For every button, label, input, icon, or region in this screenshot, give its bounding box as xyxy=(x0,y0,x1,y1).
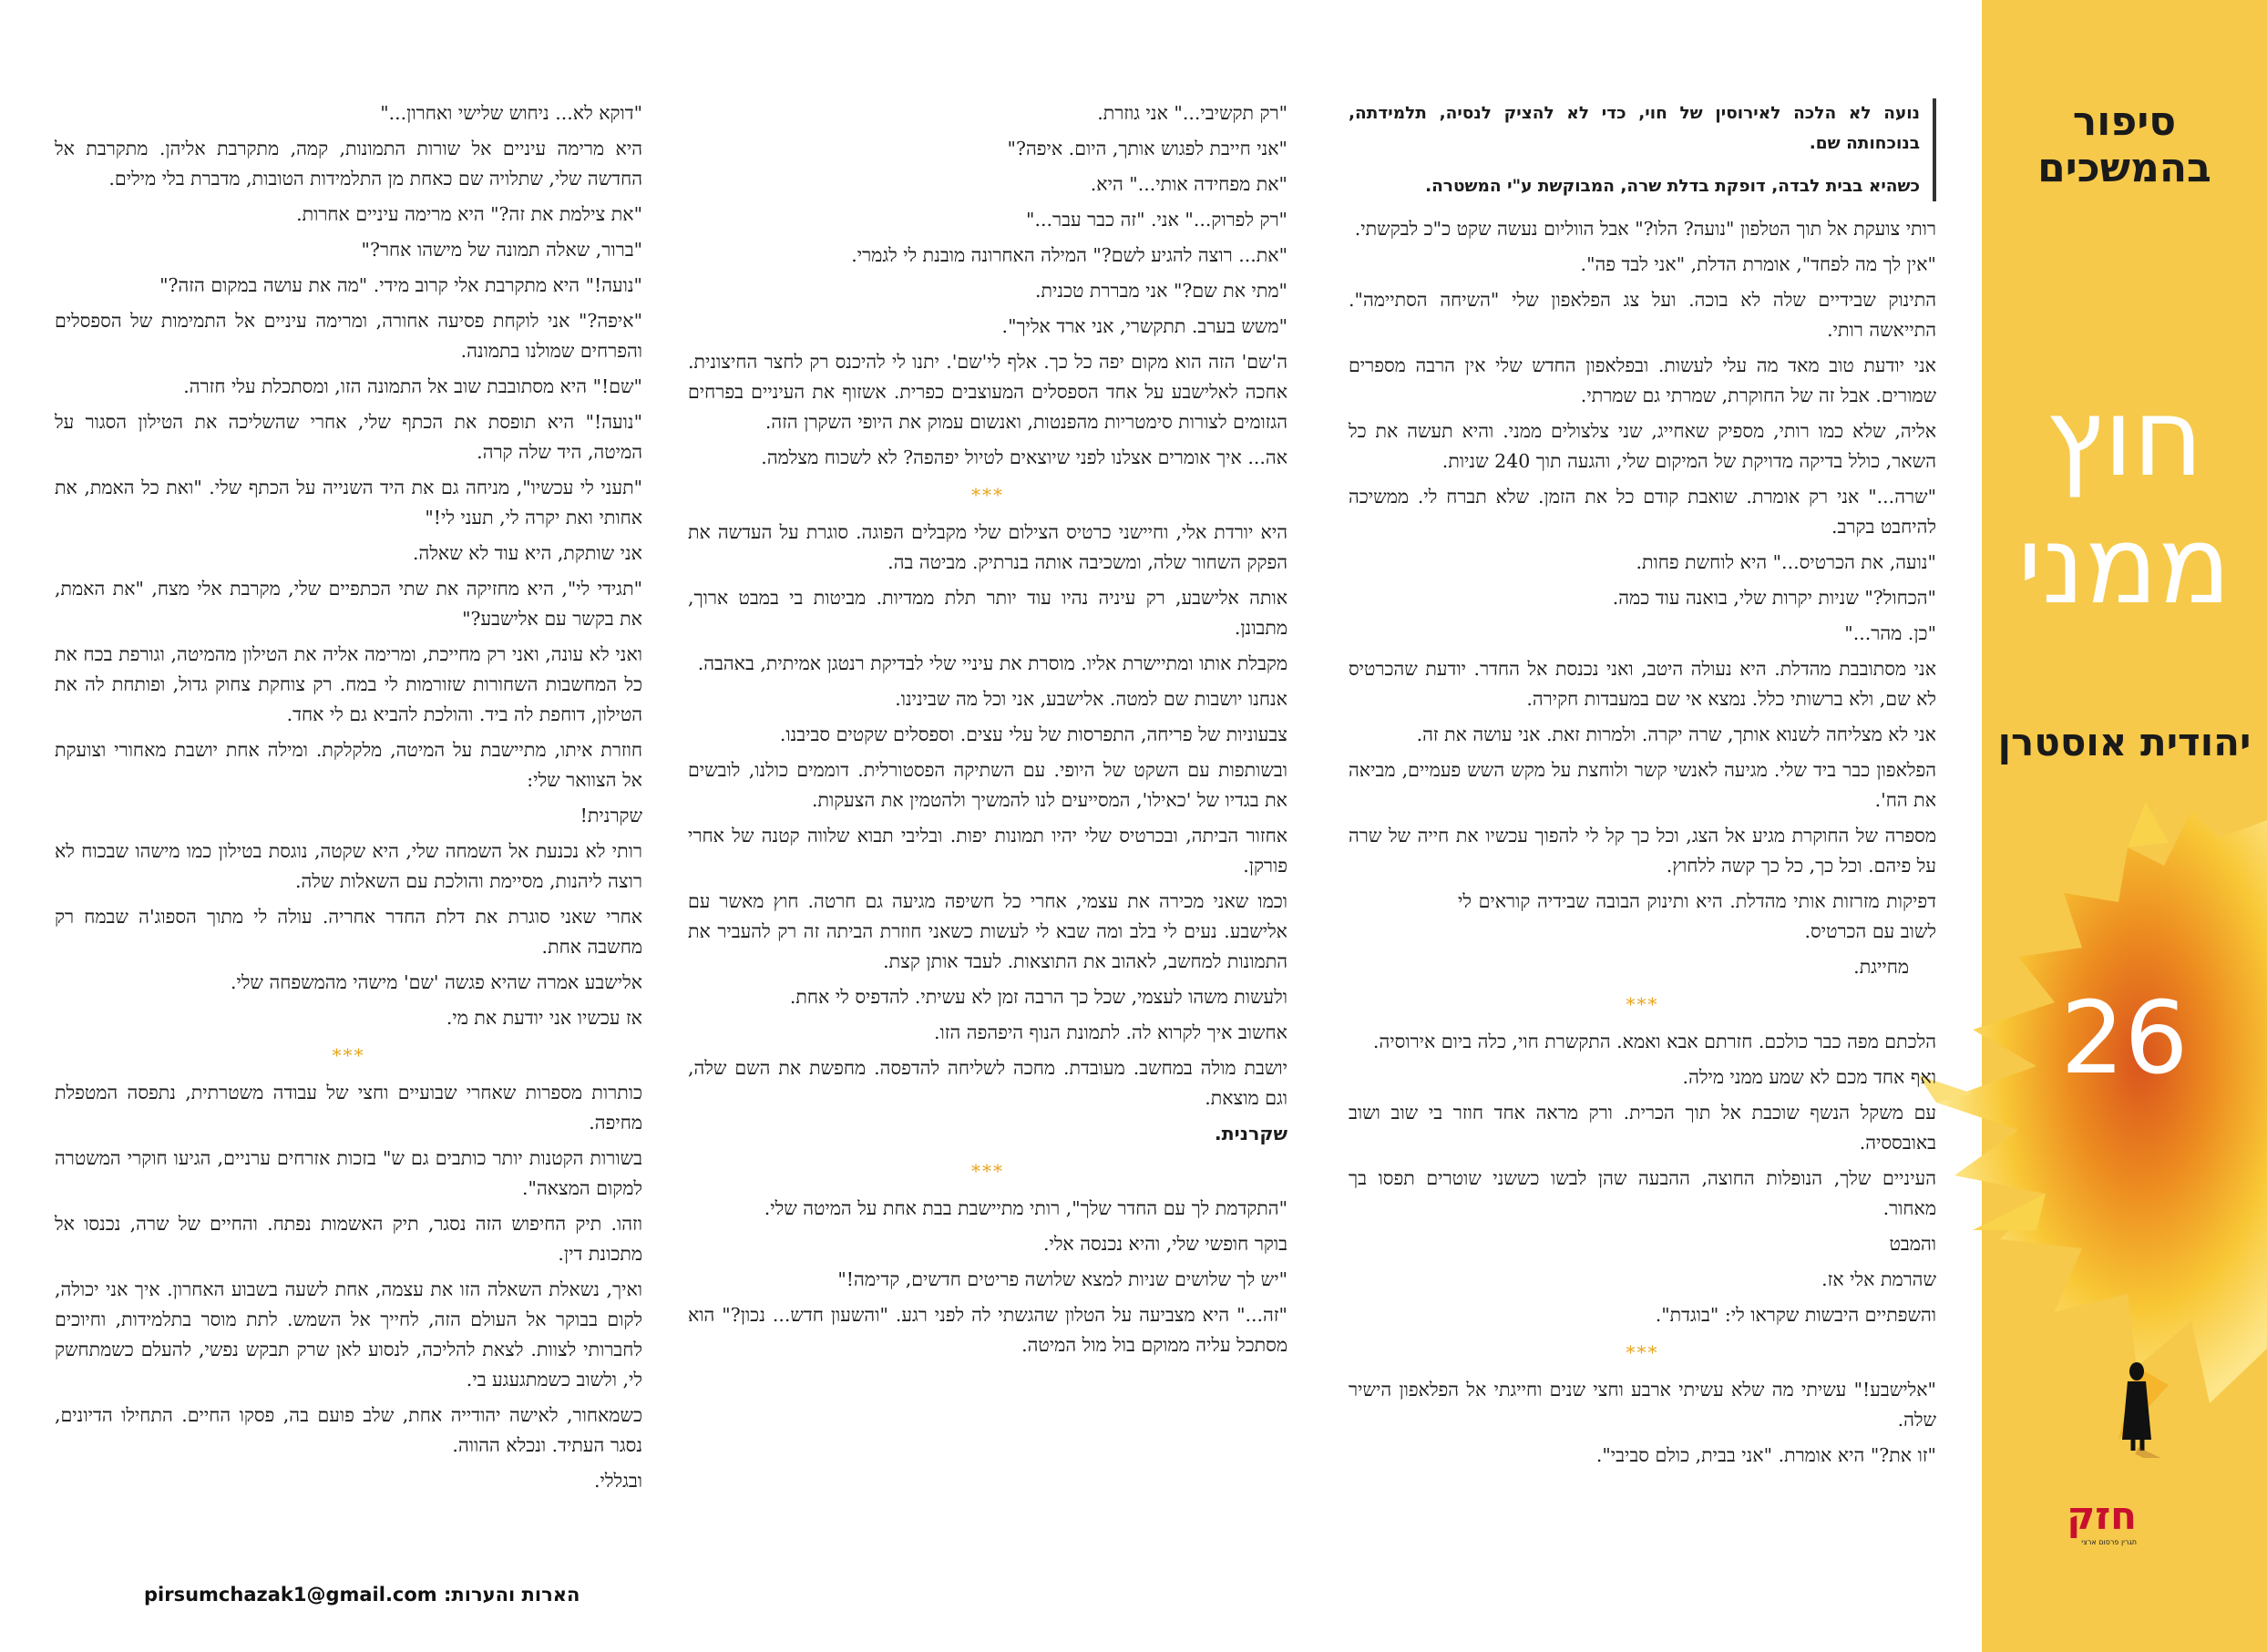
text-column-2 xyxy=(688,98,1287,1366)
paragraph: "אלישבע!" עשיתי מה שלא עשיתי ארבע וחצי שנים וחייגתי אל הפלאפון הישיר שלה. xyxy=(1349,1379,1936,1431)
previous-summary xyxy=(1349,98,1936,201)
paragraph: בוקר חופשי שלי, והיא נכנסה אלי. xyxy=(1042,1233,1287,1255)
story-title-line2: ממני xyxy=(2017,502,2231,628)
paragraph: אה... איך אומרים אצלנו לפני שיוצאים לטיול יפהפה? לא לשכוח מצלמה. xyxy=(761,446,1287,468)
paragraph: ואיך, נשאלת השאלה הזו את עצמה, אחת לשעה בשבוע האחרון. איך אני יכולה, לקום בבוקר אל העולם הזה, לחייך אל השמש. לתת מוסר בתלמידות, וחיוכים לחברותי לצוות. לצאת להליכה, לנסוע לאן שרק תבקש נפשי, להעלם כשמתחשק לי, ולשוב כשמתגעגע בי. xyxy=(55,1278,642,1390)
paragraph: מקבלת אותו ומתיישרת אליו. מוסרת את עיניי שלי לבדיקת רנטגן אמיתית, באהבה. xyxy=(697,652,1287,674)
paragraph: "נועה!" היא תופסת את הכתף שלי, אחרי שהשליכה את הטילון הסגור על המיטה, היד שלה קרה. xyxy=(55,411,642,463)
paragraph: "דוקא לא... ניחוש שלישי ואחרון..." xyxy=(380,102,642,124)
paragraph: אני מסתובבת מהדלת. היא נעולה היטב, ואני נכנסת אל החדר. יודעת שהכרטיס לא שם, ולא ברשותי כלל. נמצא אי שם במעבדות חקירה. xyxy=(1349,658,1936,710)
paragraph: "הכחול?" שניות יקרות שלי, בואנה עוד כמה. xyxy=(1612,587,1936,609)
paragraph: "רק תקשיבי..." אני גוזרת. xyxy=(1097,102,1287,124)
paragraph: אלישבע אמרה שהיא פגשה 'שם' מישהי מהמשפחה שלי. xyxy=(230,971,642,993)
torn-paper-illustration xyxy=(1918,802,2267,1458)
paragraph: עם משקל הנשף שוכבת אל תוך הכרית. ורק מראה אחד חוזר בי שוב ושוב באובססיה. xyxy=(1349,1102,1936,1154)
series-label: סיפור בהמשכים xyxy=(2037,98,2211,191)
section-divider: *** xyxy=(332,1044,365,1066)
paragraph: ואף אחד מכם לא שמע ממני מילה. xyxy=(1682,1066,1936,1088)
paragraph: "משש בערב. תתקשרי, אני ארד אליך". xyxy=(1001,315,1287,337)
paragraph: העיניים שלך, הנופלות החוצה, ההבעה שהן לבשו כששני שוטרים תפסו בך מאחור. xyxy=(1349,1167,1936,1219)
paragraph: וזהו. תיק החיפוש הזה נסגר, תיק האשמות נפתח. והחיים של שרה, נכנסו אל מתכונת דין. xyxy=(55,1213,642,1265)
paragraph: בשורות הקטנות יותר כותבים גם ש" בזכות אזרחים ערניים, הגיעו חוקרי המשטרה למקום המצאה". xyxy=(55,1147,642,1199)
section-divider: *** xyxy=(1626,1341,1659,1363)
paragraph: כשמאחור, לאישה יהודייה אחת, שלב פועם בה, פסקו החיים. התחילו הדיונים, נסגר העתיד. ונכלא ההווה. xyxy=(55,1404,642,1456)
paragraph: מספרה של החוקרת מגיע אל הצג, וכל כך קל לי להפוך עכשיו את חייה של שרה על פיהם. וכל כך, כל כך קשה ללחוץ. xyxy=(1349,825,1936,877)
logo-mark: חזק xyxy=(2067,1493,2137,1538)
section-divider: *** xyxy=(971,1160,1004,1182)
closing-word: שקרנית. xyxy=(1214,1123,1287,1144)
paragraph: שהרמת אלי אז. xyxy=(1821,1268,1936,1290)
paragraph: "נועה, את הכרטיס..." היא לוחשת פחות. xyxy=(1636,551,1936,573)
paragraph: ה'שם' הזה הוא מקום יפה כל כך. אלף לי'שם'. יתנו לי להיכנס רק לחצר החיצונית. אחכה לאלישבע על אחד הספסלים המעוצבים כפרית. אשזוף את העיניים בפרחים הגזומים לצורות סימטריות מהפנטות, ואנשום עמוק את היופי השקרן הזה. xyxy=(688,351,1287,433)
paragraph: "רק לפרוק..." אני. "זה כבר עבר..." xyxy=(1026,209,1287,231)
paragraph: אנחנו יושבות שם למטה. אלישבע, אני וכל מה שבינינו. xyxy=(895,688,1287,710)
paragraph: אני יודעת טוב מאד מה עלי לעשות. ובפלאפון החדש שלי אין הרבה מספרים שמורים. אבל זה של החוקרת, שמרתי גם שמרתי. xyxy=(1349,354,1936,406)
paragraph: "תגידי לי", היא מחזיקה את שתי הכתפיים שלי, מקרבת אלי מצח, "את האמת, את בקשר עם אלישבע?" xyxy=(55,578,642,630)
paragraph: "תעני לי עכשיו", מניחה גם את היד השנייה על הכתף שלי. "ואת כל האמת, את אחותי ואת יקרה לי, תעני לי!" xyxy=(55,477,642,528)
publisher-logo xyxy=(2067,1493,2137,1546)
logo-subtitle: תגרין פרסום ארצי xyxy=(2081,1538,2137,1546)
paragraph: "איפה?" אני לוקחת פסיעה אחורה, ומרימה עיניים אל התמימות של הספסלים והפרחים שמולנו בתמונה. xyxy=(55,310,642,362)
paragraph: ובשותפות עם השקט של היופי. עם השתיקה הפסטורלית. דוממים כולנו, לובשים את בגדיו של 'כאילו', המסייעים לנו להמשיך ולהטמין את הצעקות. xyxy=(688,759,1287,811)
paragraph: אני שותקת, היא עוד לא שאלה. xyxy=(413,542,642,564)
author-name: יהודית אוסטרן xyxy=(1997,720,2252,764)
paragraph: "נועה!" היא מתקרבת אלי קרוב מידי. "מה את עושה במקום הזה?" xyxy=(159,274,642,296)
paragraph: היא מרימה עיניים אל שורות התמונות, קמה, מתקרבת אליהן. מתקרבת אל החדשה שלי, שתלויה שם כאחת מן התלמידות הטובות, מדברת בלי מילים. xyxy=(55,138,642,190)
contact-label: הארות והערות: xyxy=(444,1584,580,1606)
paragraph: רותי לא נכנעת אל השמחה שלי, היא שקטה, נוגסת בטילון כמו מישהו שבכוח לא רוצה ליהנות, מסיימת והולכת עם השאלות שלה. xyxy=(55,840,642,892)
section-divider: *** xyxy=(1626,993,1659,1015)
paragraph: "את צילמת את זה?" היא מרימה עיניים אחרות. xyxy=(296,203,642,225)
paragraph: "ברור, שאלה תמונה של מישהו אחר?" xyxy=(361,239,642,261)
summary-line: כשהיא בבית לבדה, דופקת בדלת שרה, המבוקשת ע"י המשטרה. xyxy=(1425,177,1920,196)
text-column-3 xyxy=(55,98,642,1502)
paragraph: אליה, שלא כמו רותי, מספיק שאחייג, שני צלצולים ממני. והיא תעשה את כל השאר, כולל בדיקה מדויקת של המיקום שלי, והגעה תוך 240 שניות. xyxy=(1349,420,1936,472)
paragraph: יושבת מולה במחשב. מעובדת. מחכה לשליחה להדפסה. מחפשת את השם שלה, וגם מוצאת. xyxy=(688,1057,1287,1109)
paragraph: "זה..." היא מצביעה על הטלון שהגשתי לה לפני רגע. "והשעון חדש... נכון?" הוא מסתכל עליה ממוקם בול מול המיטה. xyxy=(688,1304,1287,1356)
paragraph: דפיקות מזרזות אותי מהדלת. היא ותינוק הבובה שבידיה קוראים לי לשוב עם הכרטיס. xyxy=(1458,890,1936,942)
paragraph: "כן. מהר..." xyxy=(1844,622,1936,644)
paragraph: אותה אלישבע, רק עיניה נהיו עוד יותר תלת ממדיות. מביטות בי במבט ארוך, מתבונן. xyxy=(688,587,1287,639)
paragraph: אחשוב איך לקרוא לה. לתמונת הנוף היפהפה הזו. xyxy=(934,1021,1287,1043)
paragraph: אחזור הביתה, ובכרטיס שלי יהיו תמונות יפות. ובליבי תבוא שלווה קטנה של אחרי פורקן. xyxy=(688,825,1287,877)
paragraph: "את... רוצה להגיע לשם?" המילה האחרונה מובנת לי לגמרי. xyxy=(851,244,1287,266)
paragraph: ואני לא עונה, ואני רק מחייכת, ומרימה אליה את הטילון מהמיטה, וגורפת בכח את כל המחשבות השחורות שזורמות לי במח. רק צוחקת צחוק גדול, ופותחת לה את הטילון, דוחפת לה ביד. והולכת להביא גם לי אחד. xyxy=(55,643,642,725)
contact-line xyxy=(144,1584,580,1606)
text-column-1 xyxy=(1349,98,1936,1476)
paragraph: "שרה..." אני רק אומרת. שואבת קודם כל את הזמן. שלא תברח לי. ממשיכה להיחבט בקרב. xyxy=(1349,486,1936,538)
paragraph: "אין לך מה לפחד", אומרת הדלת, "אני לבד פה". xyxy=(1580,253,1936,275)
paragraph: התינוק שבידיים שלה לא בוכה. ועל צג הפלאפון שלי "השיחה הסתיימה". התייאשה רותי. xyxy=(1349,289,1936,341)
paragraph: "זו את?" היא אומרת. "אני בבית, כולם סביבי". xyxy=(1595,1444,1936,1466)
paragraph: הלכתם מפה כבר כולכם. חזרתם אבא ואמא. התקשרת חוי, כלה ביום אירוסיה. xyxy=(1372,1031,1936,1052)
paragraph: כותרות מספרות שאחרי שבועיים וחצי של עבודה משטרתית, נתפסה המטפלת מחיפה. xyxy=(55,1082,642,1134)
paragraph: "שם!" היא מסתובבת שוב אל התמונה הזו, ומסתכלת עלי חזרה. xyxy=(183,375,642,397)
paragraph: ובגללי. xyxy=(594,1470,642,1492)
section-divider: *** xyxy=(971,484,1004,506)
paragraph: מחייגת. xyxy=(1853,956,1909,978)
page-number: 26 xyxy=(2060,980,2189,1096)
paragraph: "מתי את שם?" אני מבררת טכנית. xyxy=(1034,280,1287,302)
silhouette-figure xyxy=(2122,1362,2191,1458)
paragraph: "התקדמת לך עם החדר שלך", רותי מתיישבת בבת אחת על המיטה שלי. xyxy=(764,1197,1287,1219)
paragraph: וכמו שאני מכירה את עצמי, אחרי כל חשיפה מגיעה גם חרטה. חוץ מאשר עם אלישבע. נעים לי בלב ומה שבא לי לעשות כשאני חוזרת הביתה זה רק להעביר את התמונות למחשב, לאהוב את התוצאות. לעבד אותן קצת. xyxy=(688,890,1287,972)
paragraph: אז עכשיו אני יודעת את מי. xyxy=(446,1007,642,1029)
paragraph: "אני חייבת לפגוש אותך, היום. איפה?" xyxy=(1007,138,1287,159)
story-title xyxy=(1982,374,2267,629)
paragraph: היא יורדת אלי, וחיישני כרטיס הצילום שלי מקבלים הפוגה. סוגרת על העדשה את הפקק השחור שלה, ומשכיבה אותה בנרתיק. מביטה בה. xyxy=(688,521,1287,573)
paragraph: צבעוניות של פריחה, התפרסות של עלי עצים. וספסלים שקטים סביבנו. xyxy=(779,723,1287,745)
paragraph: חוזרת איתו, מתיישבת על המיטה, מלקלקת. ומילה אחת יושבת מאחורי וצועקת אל הצוואר שלי: xyxy=(55,739,642,791)
summary-line: נועה לא הלכה לאירוסין של חוי, כדי לא להציק לנסיה, תלמידתה, בנוכחותה שם. xyxy=(1349,104,1920,153)
paragraph: "את מפחידה אותי..." היא. xyxy=(1090,173,1287,195)
paragraph: הפלאפון כבר ביד שלי. מגיעה לאנשי קשר ולוחצת על מקש השש פעמיים, מביאה את הח'. xyxy=(1349,759,1936,811)
paragraph: ולעשות משהו לעצמי, שכל כך הרבה זמן לא עשיתי. להדפיס לי אחת. xyxy=(789,986,1287,1008)
story-title-line1: חוץ xyxy=(2046,375,2203,500)
paragraph: "יש לך שלושים שניות למצא שלושה פריטים חדשים, קדימה!" xyxy=(837,1268,1287,1290)
paragraph: אני לא מצליחה לשנוא אותך, שרה יקרה. ולמרות זאת. אני עושה את זה. xyxy=(1416,723,1936,745)
paragraph: והמבט xyxy=(1889,1233,1936,1255)
paragraph: רותי צועקת אל תוך הטלפון "נועה? הלו?" אבל הווליום נעשה שקט כ"כ לבקשתי. xyxy=(1354,218,1936,240)
paragraph: אחרי שאני סוגרת את דלת החדר אחריה. עולה לי מתוך הספוג'ה שבמח רק מחשבה אחת. xyxy=(55,906,642,958)
paragraph: והשפתיים היבשות שקראו לי: "בוגדת". xyxy=(1655,1304,1936,1326)
contact-email[interactable]: pirsumchazak1@gmail.com xyxy=(144,1584,437,1606)
paragraph: שקרנית! xyxy=(580,805,642,826)
